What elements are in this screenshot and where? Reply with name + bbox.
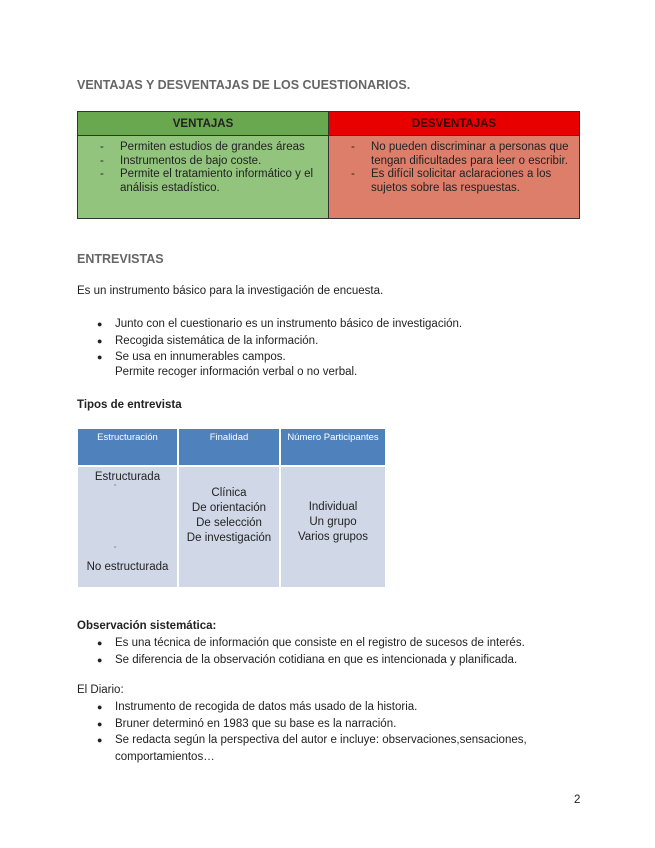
ventaja-item: - Instrumentos de bajo coste.	[100, 155, 322, 169]
no-estructurada-label: No estructurada	[86, 561, 169, 573]
diario-title: El Diario:	[77, 684, 124, 696]
entrevistas-extra: Permite recoger información verbal o no verbal.	[115, 366, 358, 378]
desventaja-item: - No pueden discriminar a personas que tengan dificultades para leer o escribir.	[351, 141, 573, 168]
list-item: ● Se redacta según la perspectiva del autor e incluye: observaciones,sensaciones, comportamientos…	[77, 732, 562, 765]
ventajas-header: VENTAJAS	[78, 112, 329, 136]
participantes-item: Un grupo	[309, 516, 357, 528]
desventajas-header: DESVENTAJAS	[329, 112, 579, 136]
list-item: ● Es una técnica de información que consiste en el registro de sucesos de interés.	[77, 635, 597, 652]
list-item: ● Junto con el cuestionario es un instrumento básico de investigación.	[77, 316, 597, 333]
list-item: ● Instrumento de recogida de datos más usado de la historia.	[77, 699, 562, 716]
observacion-title: Observación sistemática:	[77, 620, 217, 632]
cell-estructuracion	[78, 465, 179, 587]
finalidad-item: De investigación	[186, 532, 272, 544]
list-item: ● Se usa en innumerables campos.	[77, 349, 597, 366]
entrevistas-list	[77, 316, 597, 366]
section-heading-cuestionarios: VENTAJAS Y DESVENTAJAS DE LOS CUESTIONARIOS.	[77, 78, 411, 92]
section-heading-entrevistas: ENTREVISTAS	[77, 252, 164, 266]
ventajas-cell	[78, 136, 329, 218]
participantes-item: Individual	[308, 501, 358, 513]
col-header-finalidad: Finalidad	[179, 429, 281, 465]
diario-list	[77, 699, 562, 765]
list-item: ● Recogida sistemática de la información.	[77, 333, 597, 350]
desventajas-cell	[329, 136, 579, 218]
observacion-list	[77, 635, 597, 668]
arrow-down-icon: ˇ	[114, 547, 117, 554]
tipos-title: Tipos de entrevista	[77, 399, 182, 411]
finalidad-item: De selección	[196, 517, 262, 529]
ventajas-desventajas-table	[77, 111, 580, 219]
col-header-estructuracion: Estructuración	[78, 429, 179, 465]
ventaja-item: - Permiten estudios de grandes áreas	[100, 141, 322, 155]
finalidad-item: De orientación	[191, 502, 267, 514]
desventaja-item: - Es difícil solicitar aclaraciones a los sujetos sobre las respuestas.	[351, 168, 573, 195]
estructurada-label: Estructurada	[94, 471, 161, 483]
arrow-up-icon: ˆ	[114, 485, 117, 492]
cell-participantes	[281, 465, 385, 587]
finalidad-item: Clínica	[211, 487, 247, 499]
list-item: ● Se diferencia de la observación cotidiana en que es intencionada y planificada.	[77, 652, 597, 669]
ventaja-item: - Permite el tratamiento informático y el análisis estadístico.	[100, 168, 322, 195]
entrevistas-intro: Es un instrumento básico para la investigación de encuesta.	[77, 285, 384, 297]
list-item: ● Bruner determinó en 1983 que su base es la narración.	[77, 716, 562, 733]
participantes-item: Varios grupos	[297, 531, 369, 543]
page-number: 2	[574, 794, 581, 806]
col-header-participantes: Número Participantes	[281, 429, 385, 465]
cell-finalidad	[179, 465, 281, 587]
tipos-entrevista-table	[78, 429, 385, 587]
